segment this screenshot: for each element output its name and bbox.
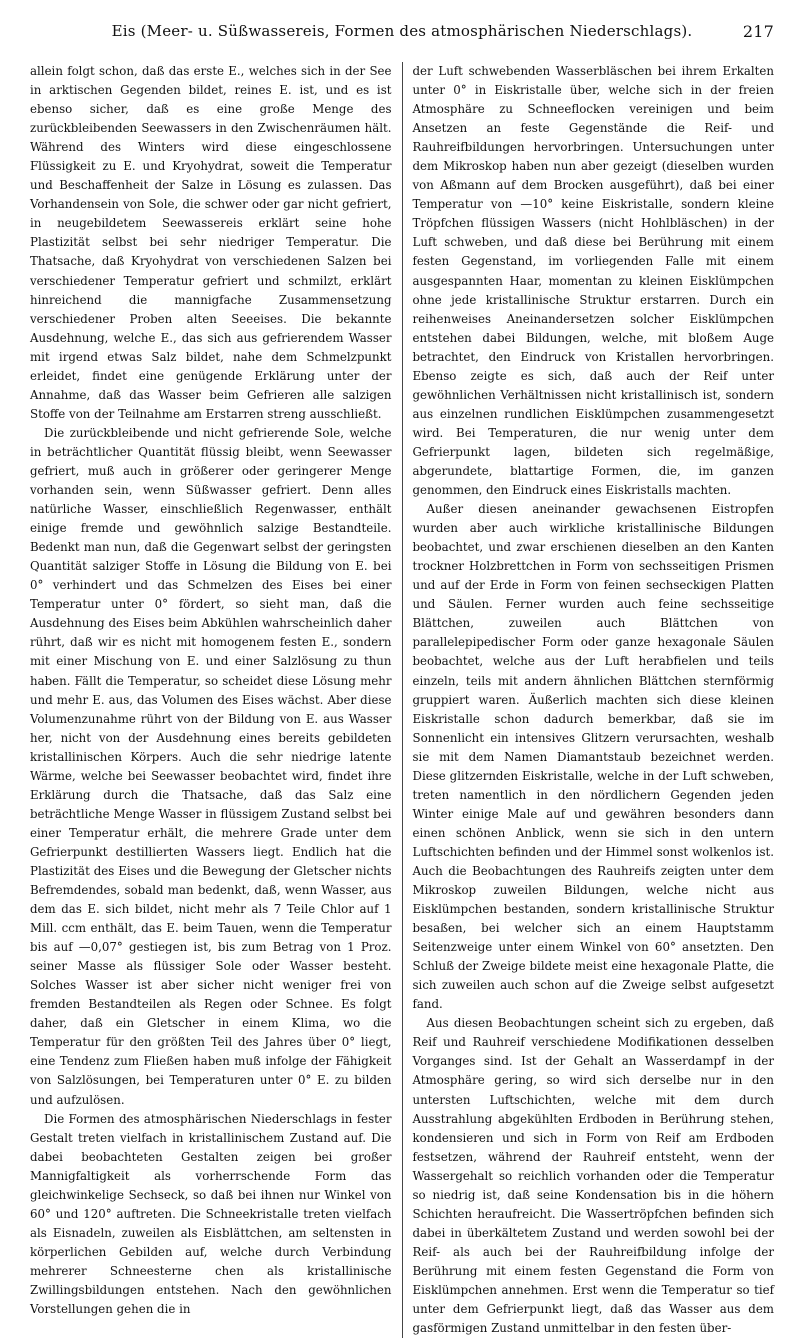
left-column	[30, 62, 392, 1338]
paragraph: Außer diesen aneinander gewachsenen Eistropfen wurden aber auch wirkliche kristallinische Bildungen beobachtet, und zwar erschienen dieselben an den Kanten trockner Holzbrettchen in Form von sechsseitigen Prismen und auf der Erde in Form von feinen sechseckigen Platten und Säulen. Ferner wurden auch feine sechsseitige Blättchen, zuweilen auch Blättchen von parallelepipedischer Form oder ganze hexagonale Säulen beobachtet, welche aus der Luft herabfielen und teils einzeln, teils mit andern ähnlichen Blättchen sternförmig gruppiert waren. Äußerlich machten sich diese kleinen Eiskristalle schon dadurch bemerkbar, daß sie im Sonnenlicht ein intensives Glitzern verursachten, weshalb sie mit dem Namen Diamantstaub bezeichnet werden. Diese glitzernden Eiskristalle, welche in der Luft schweben, treten namentlich in den nördlichern Gegenden jeden Winter einige Male auf und gewähren besonders dann einen schönen Anblick, wenn sie sich in den untern Luftschichten befinden und der Himmel sonst wolkenlos ist. Auch die Beobachtungen des Rauhreifs zeigten unter dem Mikroskop zuweilen Bildungen, welche nicht aus Eisklümpchen bestanden, sondern kristallinische Struktur besaßen, bei welcher sich an einem Hauptstamm Seitenzweige unter einem Winkel von 60° ansetzten. Den Schluß der Zweige bildete meist eine hexagonale Platte, die sich zuweilen auch schon auf die Zweige selbst aufgesetzt fand.	[412, 502, 774, 1012]
right-column	[413, 62, 775, 1338]
page-number: 217	[742, 22, 774, 41]
paragraph: allein folgt schon, daß das erste E., welches sich in der See in arktischen Gegenden bildet, reines E. ist, und es ist ebenso sicher, daß es eine große Menge des zurückbleibenden Seewassers in den Zwischenräumen hält. Während des Winters wird diese eingeschlossene Flüssigkeit zu E. und Kryohydrat, soweit die Temperatur und Beschaffenheit der Salze in Lösung es zulassen. Das Vorhandensein von Sole, die schwer oder gar nicht gefriert, in neugebildetem Seewassereis erklärt seine hohe Plastizität selbst bei sehr niedriger Temperatur. Die Thatsache, daß Kryohydrat von verschiedenen Salzen bei verschiedener Temperatur gefriert und schmilzt, erklärt hinreichend die mannigfache Zusammensetzung verschiedener Proben alten Seeeises. Die bekannte Ausdehnung, welche E., das sich aus gefrierendem Wasser mit irgend etwas Salz bildet, nahe dem Schmelzpunkt erleidet, findet eine genügende Erklärung unter der Annahme, daß das Wasser beim Gefrieren alle salzigen Stoffe von der Teilnahme am Erstarren streng ausschließt.	[30, 64, 392, 421]
column-divider	[402, 62, 403, 1338]
paragraph: der Luft schwebenden Wasserbläschen bei ihrem Erkalten unter 0° in Eiskristalle über, welche sich in der freien Atmosphäre zu Schneeflocken vereinigen und beim Ansetzen an feste Gegenstände die Reif- und Rauhreifbildungen hervorbringen. Untersuchungen unter dem Mikroskop haben nun aber gezeigt (dieselben wurden von Aßmann auf dem Brocken ausgeführt), daß bei einer Temperatur von —10° keine Eiskristalle, sondern kleine Tröpfchen flüssigen Wassers (nicht Hohlbläschen) in der Luft schweben, und daß diese bei Berührung mit einem festen Gegenstand, im vorliegenden Falle mit einem ausgespannten Haar, momentan zu kleinen Eisklümpchen ohne jede kristallinische Struktur erstarren. Durch ein reihenweises Aneinandersetzen solcher Eisklümpchen entstehen dabei Bildungen, welche, mit bloßem Auge betrachtet, den Eindruck von Kristallen hervorbringen. Ebenso zeigte es sich, daß auch der Reif unter gewöhnlichen Verhältnissen nicht kristallinisch ist, sondern aus einzelnen rundlichen Eisklümpchen zusammengesetzt wird. Bei Temperaturen, die nur wenig unter dem Gefrierpunkt lagen, bildeten sich regelmäßige, abgerundete, blattartige Formen, die, im ganzen genommen, den Eindruck eines Eiskristalls machten.	[412, 64, 774, 498]
paragraph: Aus diesen Beobachtungen scheint sich zu ergeben, daß Reif und Rauhreif verschiedene Modifikationen desselben Vorganges sind. Ist der Gehalt an Wasserdampf in der Atmosphäre gering, so wird sich derselbe nur in den untersten Luftschichten, welche mit dem durch Ausstrahlung abgekühlten Erdboden in Berührung stehen, kondensieren und sich in Form von Reif am Erdboden festsetzen, während der Rauhreif entsteht, wenn der Wassergehalt so reichlich vorhanden oder die Temperatur so niedrig ist, daß seine Kondensation bis in die höhern Schichten heraufreicht. Die Wassertröpfchen befinden sich dabei in überkältetem Zustand und werden sowohl bei der Reif- als auch bei der Rauhreifbildung infolge der Berührung mit einem festen Gegenstand die Form von Eisklümpchen annehmen. Erst wenn die Temperatur so tief unter dem Gefrierpunkt liegt, daß das Wasser aus dem gasförmigen Zustand unmittelbar in den festen über-	[412, 1016, 774, 1336]
running-header	[30, 22, 774, 52]
header-title: Eis (Meer- u. Süßwassereis, Formen des atmosphärischen Niederschlags).	[111, 22, 693, 40]
paragraph: Die zurückbleibende und nicht gefrierende Sole, welche in beträchtlicher Quantität flüssig bleibt, wenn Seewasser gefriert, muß auch in größerer oder geringerer Menge vorhanden sein, wenn Süßwasser gefriert. Denn alles natürliche Wasser, einschließlich Regenwasser, enthält einige fremde und gewöhnlich salzige Bestandteile. Bedenkt man nun, daß die Gegenwart selbst der geringsten Quantität salziger Stoffe in Lösung die Bildung von E. bei 0° verhindert und das Schmelzen des Eises bei einer Temperatur unter 0° fördert, so sieht man, daß die Ausdehnung des Eises beim Abkühlen wahrscheinlich daher rührt, daß wir es nicht mit homogenem festen E., sondern mit einer Mischung von E. und einer Salzlösung zu thun haben. Fällt die Temperatur, so scheidet diese Lösung mehr und mehr E. aus, das Volumen des Eises wächst. Aber diese Volumenzunahme rührt von der Bildung von E. aus Wasser her, nicht von der Ausdehnung eines bereits gebildeten kristallinischen Körpers. Auch die sehr niedrige latente Wärme, welche bei Seewasser beobachtet wird, findet ihre Erklärung durch die Thatsache, daß das Salz eine beträchtliche Menge Wasser in flüssigem Zustand selbst bei einer Temperatur erhält, die mehrere Grade unter dem Gefrierpunkt destillierten Wassers liegt. Endlich hat die Plastizität des Eises und die Bewegung der Gletscher nichts Befremdendes, sobald man bedenkt, daß, wenn Wasser, aus dem das E. sich bildet, nicht mehr als 7 Teile Chlor auf 1 Mill. ccm enthält, das E. beim Tauen, wenn die Temperatur bis auf —0,07° gestiegen ist, bis zum Betrag von 1 Proz. seiner Masse als flüssiger Sole oder Wasser besteht. Solches Wasser ist aber sicher nicht weniger frei von fremden Bestandteilen als Regen oder Schnee. Es folgt daher, daß ein Gletscher in einem Klima, wo die Temperatur für den größten Teil des Jahres über 0° liegt, eine Tendenz zum Fließen haben muß infolge der Fähigkeit von Salzlösungen, bei Temperaturen unter 0° E. zu bilden und aufzulösen.	[30, 425, 392, 1107]
paragraph: Die Formen des atmosphärischen Niederschlags in fester Gestalt treten vielfach in kristallinischem Zustand auf. Die dabei beobachteten Gestalten zeigen bei großer Mannigfaltigkeit als vorherrschende Form das gleichwinkelige Sechseck, so daß bei ihnen nur Winkel von 60° und 120° auftreten. Die Schneekristalle treten vielfach als Eisnadeln, zuweilen als Eisblättchen, am seltensten in körperlichen Gebilden auf, welche durch Verbindung mehrerer Schneesterne chen als kristallinische Zwillingsbildungen entstehen. Nach den gewöhnlichen Vorstellungen gehen die in	[30, 1111, 392, 1317]
text-columns	[30, 62, 774, 1338]
